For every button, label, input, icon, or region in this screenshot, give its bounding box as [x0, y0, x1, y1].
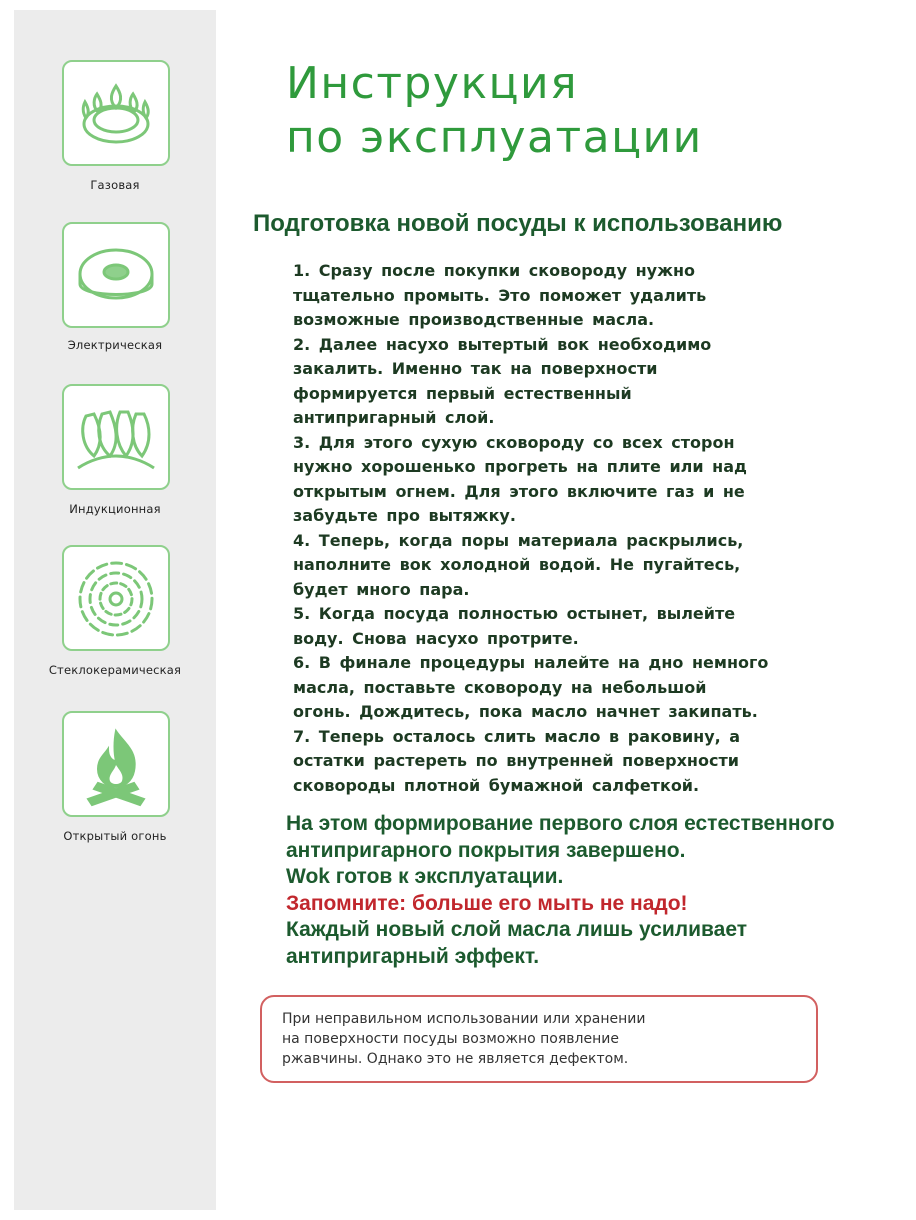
instruction-steps: [293, 259, 853, 798]
step-line: 6. В финале процедуры налейте на дно немного: [293, 653, 769, 672]
step-line: нужно хорошенько прогреть на плите или над: [293, 457, 747, 476]
step-line: 2. Далее насухо вытертый вок необходимо: [293, 334, 712, 354]
notice-line: При неправильном использовании или хранении: [282, 1011, 646, 1027]
conclusion-line: Каждый новый слой масла лишь усиливает: [286, 918, 748, 941]
step-line: остатки растереть по внутренней поверхности: [293, 751, 739, 770]
step-line: будет много пара.: [293, 579, 470, 599]
conclusion-line: антипригарный эффект.: [286, 944, 540, 968]
conclusion-line: На этом формирование первого слоя естественного: [286, 812, 835, 835]
hob-label-electric: Электрическая: [67, 338, 163, 352]
hob-label-gas: Газовая: [90, 178, 140, 192]
step-line: наполните вок холодной водой. Не пугайтесь,: [293, 555, 741, 574]
warning-line: Запомните: больше его мыть не надо!: [286, 891, 688, 915]
step-line: масла, поставьте сковороду на небольшой: [293, 677, 707, 697]
notice-line: на поверхности посуды возможно появление: [282, 1031, 619, 1047]
rust-notice-box: [260, 995, 818, 1083]
hob-label-induction: Индукционная: [69, 502, 161, 516]
step-line: 5. Когда посуда полностью остынет, вылейте: [293, 604, 736, 623]
step-line: возможные производственные масла.: [293, 310, 655, 329]
notice-text: [282, 1009, 802, 1069]
glass-ceramic-icon: [62, 545, 170, 651]
step-line: 7. Теперь осталось слить масло в раковину, а: [293, 726, 741, 746]
induction-coil-icon: [62, 384, 170, 490]
open-fire-icon: [62, 711, 170, 817]
step-line: открытым огнем. Для этого включите газ и не: [293, 481, 745, 501]
section-heading: Подготовка новой посуды к использованию: [253, 210, 783, 237]
gas-burner-icon: [62, 60, 170, 166]
step-line: 4. Теперь, когда поры материала раскрылись,: [293, 530, 744, 550]
page-title-line1: Инструкция: [286, 58, 579, 109]
electric-hob-icon: [62, 222, 170, 328]
hob-label-open-fire: Открытый огонь: [63, 829, 167, 843]
step-line: забудьте про вытяжку.: [293, 506, 516, 525]
conclusion-block: [286, 811, 906, 970]
page-title-line2: по эксплуатации: [286, 112, 703, 163]
step-line: 3. Для этого сухую сковороду со всех сторон: [293, 432, 735, 452]
step-line: 1. Сразу после покупки сковороду нужно: [293, 261, 696, 280]
notice-line: ржавчины. Однако это не является дефектом.: [282, 1051, 629, 1067]
step-line: сковороды плотной бумажной салфеткой.: [293, 775, 700, 795]
step-line: антипригарный слой.: [293, 408, 495, 427]
step-line: тщательно промыть. Это поможет удалить: [293, 285, 707, 305]
conclusion-line: антипригарного покрытия завершено.: [286, 838, 686, 862]
step-line: формируется первый естественный: [293, 383, 632, 403]
step-line: огонь. Дождитесь, пока масло начнет закипать.: [293, 702, 758, 721]
hob-label-glass-ceramic: Стеклокерамическая: [48, 663, 182, 677]
step-line: воду. Снова насухо протрите.: [293, 628, 579, 648]
step-line: закалить. Именно так на поверхности: [293, 359, 658, 378]
conclusion-line: Wok готов к эксплуатации.: [286, 865, 564, 888]
